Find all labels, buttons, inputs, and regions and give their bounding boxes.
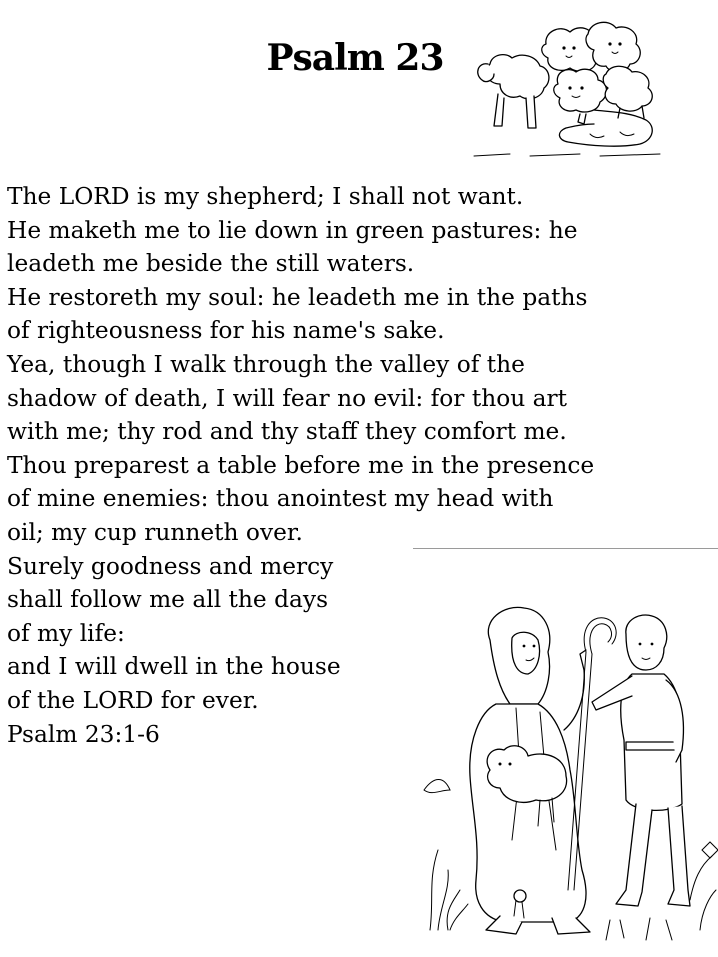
verse-line: He maketh me to lie down in green pastures: he (7, 216, 578, 244)
verse-line: leadeth me beside the still waters. (7, 250, 415, 278)
verse-line: shall follow me all the days (7, 586, 329, 614)
page-title: Psalm 23 (266, 37, 444, 79)
verse-line: oil; my cup runneth over. (7, 518, 303, 546)
verse-line: with me; thy rod and thy staff they comfort me. (7, 418, 567, 446)
verse-line: of the LORD for ever. (7, 686, 259, 714)
sheep-group-illustration (470, 14, 666, 164)
psalm-reference: Psalm 23:1-6 (7, 720, 160, 748)
verse-line: of my life: (7, 619, 125, 647)
verse-line: of righteousness for his name's sake. (7, 317, 445, 345)
shepherd-and-boy-illustration (420, 600, 718, 945)
verse-line: shadow of death, I will fear no evil: for thou art (7, 384, 568, 412)
verse-line: Surely goodness and mercy (7, 552, 334, 580)
verse-line: Yea, though I walk through the valley of the (7, 350, 525, 378)
verse-line: The LORD is my shepherd; I shall not want. (7, 183, 524, 210)
boy-figure (592, 615, 690, 906)
sheep-right-standing (603, 66, 652, 118)
verse-line: and I will dwell in the house (7, 653, 341, 681)
verse-line: Thou preparest a table before me in the presence (7, 451, 595, 479)
sheep-back-pair (542, 22, 641, 71)
divider-line (413, 548, 718, 549)
sheep-left (478, 55, 549, 128)
verse-line: of mine enemies: thou anointest my head with (7, 485, 554, 513)
verse-line: He restoreth my soul: he leadeth me in the paths (7, 283, 588, 311)
